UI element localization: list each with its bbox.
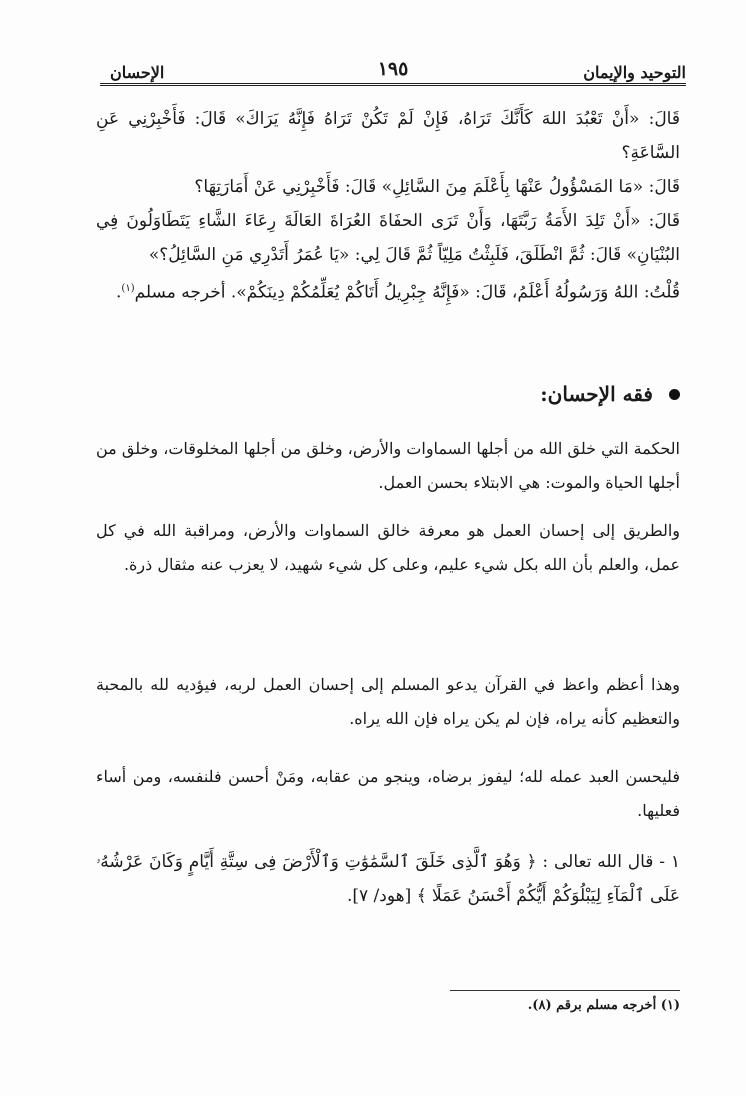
hadith-quote: [96, 102, 680, 310]
paragraph: والطريق إلى إحسان العمل هو معرفة خالق السماوات والأرض، ومراقبة الله في كل عمل، والعلم بأن الله بكل شيء عليم، وعلى كل شيء شهيد، لا يعزب عنه مثقال ذرة.: [96, 521, 680, 574]
chapter-title: الإحسان: [110, 63, 165, 82]
paragraph-ihsan: [96, 760, 680, 842]
hadith-line: قَالَ: «أَنْ تَعْبُدَ اللهَ كَأَنَّكَ تَرَاهُ، فَإِنْ لَمْ تَكُنْ تَرَاهُ فَإِنَّهُ يَرَاكَ» قَالَ: فَأَخْبِرْنِي عَنِ السَّاعَةِ؟: [96, 109, 680, 163]
section-heading: [540, 382, 680, 406]
footnote-marker: (١): [121, 283, 135, 294]
verse-text: ﴿ وَهُوَ ٱلَّذِى خَلَقَ ٱلسَّمَٰوَٰتِ وَٱلْأَرْضَ فِى سِتَّةِ أَيَّامٍ وَكَانَ عَرْشُهُۥ عَلَى ٱلْمَآءِ لِيَبْلُوَكُمْ أَيُّكُمْ أَحْسَنُ عَمَلًا ﴾: [96, 852, 680, 906]
bullet-icon: [669, 389, 680, 400]
hadith-line: قَالَ: «أَنْ تَلِدَ الأَمَةُ رَبَّتَهَا، وَأَنْ تَرَى الحفَاةَ العُرَاةَ العَالَةَ رِعَاءَ الشَّاءِ يَتَطَاوَلُونَ فِي البُنْيَانِ» قَالَ: ثُمَّ انْطَلَقَ، فَلَبِثْتُ مَلِيّاً ثُمَّ قَالَ لِي: «يَا عُمَرُ أَتَدْرِي مَنِ السَّائِلُ؟»: [96, 211, 680, 265]
hadith-line: قُلْتُ: اللهُ وَرَسُولُهُ أَعْلَمُ، قَالَ: «فَإِنَّهُ جِبْرِيلُ أَتَاكُمْ يُعَلِّمُكُمْ دِينَكُمْ». أخرجه مسلم$^{(١)}$.: [116, 282, 680, 303]
verse-intro: ١ - قال الله تعالى :: [542, 852, 680, 872]
footnote-rule: [450, 990, 680, 991]
section-title: فقه الإحسان:: [540, 382, 653, 406]
page-header: [100, 54, 686, 86]
paragraph-wisdom: [96, 432, 680, 596]
verse-item: [96, 845, 680, 913]
page-number: ١٩٥: [377, 58, 409, 80]
verse-reference: [هود/ ٧].: [346, 886, 412, 906]
running-title: التوحيد والإيمان: [583, 63, 686, 82]
paragraph: الحكمة التي خلق الله من أجلها السماوات والأرض، وخلق من أجلها المخلوقات، وخلق من أجلها الحياة والموت: هي الابتلاء بحسن العمل.: [96, 439, 680, 492]
header-rule: [100, 83, 686, 86]
paragraph: وهذا أعظم واعظ في القرآن يدعو المسلم إلى إحسان العمل لربه، فيؤديه لله بالمحبة والتعظيم كأنه يراه، فإن لم يكن يراه فإن الله يراه.: [96, 675, 680, 728]
paragraph: فليحسن العبد عمله لله؛ ليفوز برضاه، وينجو من عقابه، ومَنْ أحسن فلنفسه، ومن أساء فعليها.: [96, 767, 680, 820]
hadith-line: قَالَ: «مَا المَسْؤُولُ عَنْهَا بِأَعْلَمَ مِنَ السَّائِلِ» قَالَ: فَأَخْبِرْنِي عَنْ أَمَارَتِهَا؟: [194, 177, 680, 197]
footnote: (١) أخرجه مسلم برقم (٨).: [527, 998, 680, 1013]
paragraph-quran: [96, 668, 680, 750]
